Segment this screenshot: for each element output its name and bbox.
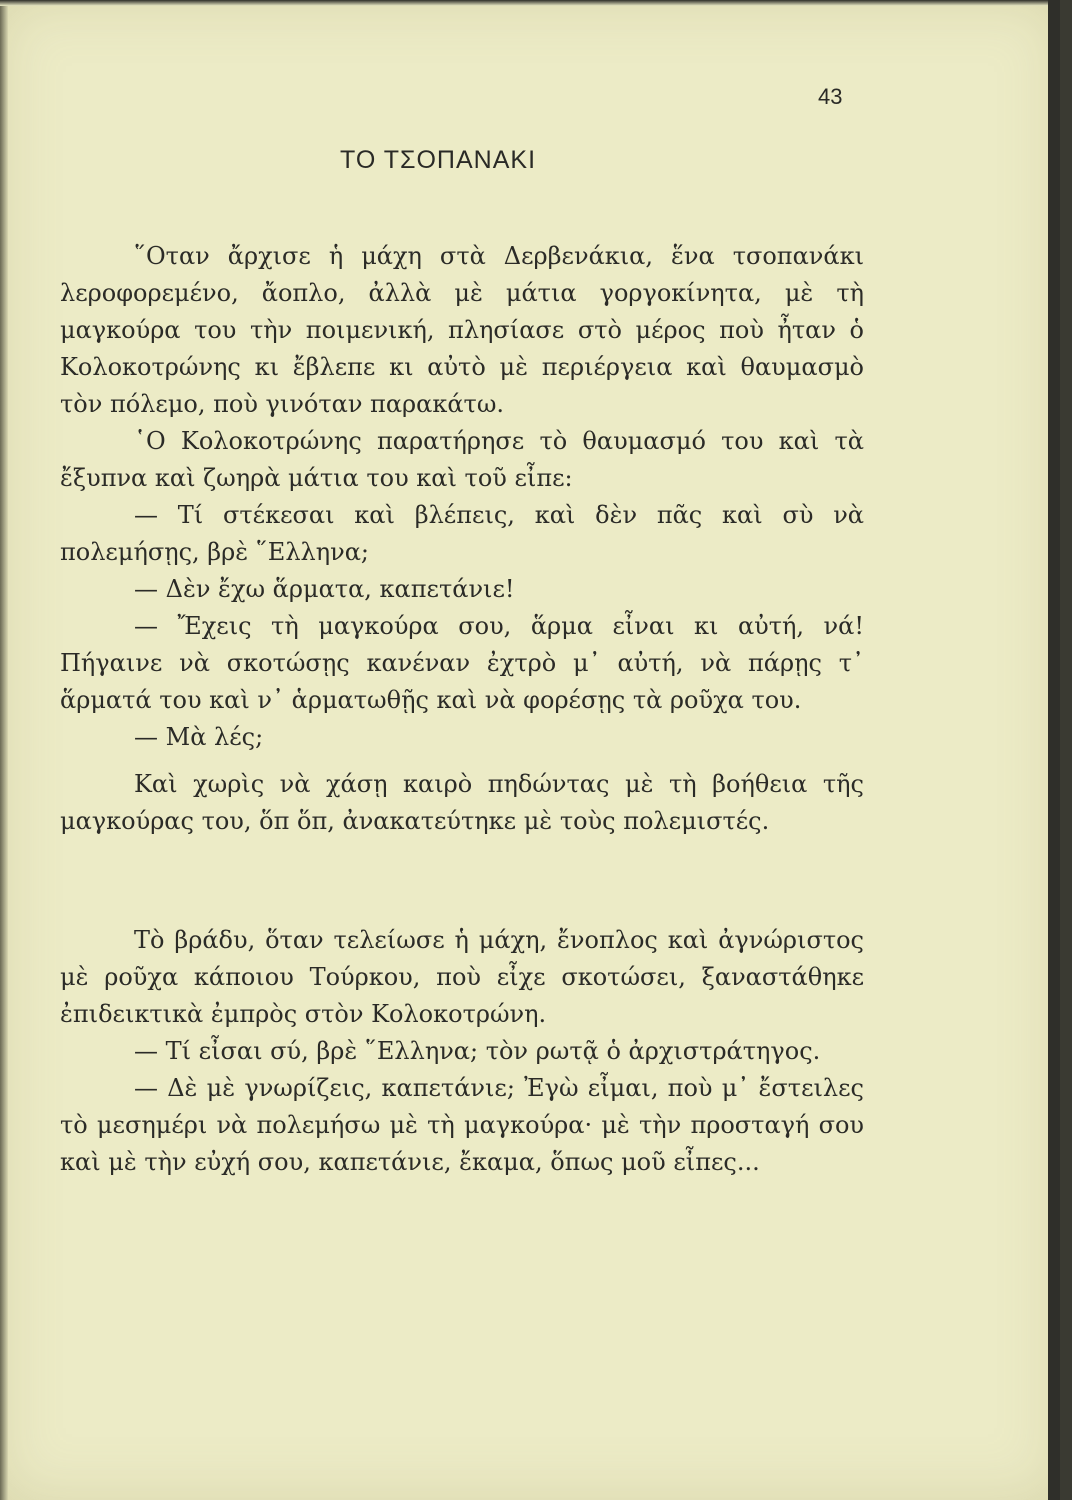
paragraph: — Δὲ μὲ γνωρίζεις, καπετάνιε; Ἐγὼ εἶμαι, ποὺ μ᾿ ἔστειλες τὸ μεσημέρι νὰ πολεμήσω μὲ τὴ μαγκούρα· μὲ τὴν προσταγή σου καὶ μὲ τὴν εὐχή σου, καπετάνιε, ἔκαμα, ὅπως μοῦ εἶπες... <box>60 1074 864 1176</box>
paragraph: ῞Οταν ἄρχισε ἡ μάχη στὰ Δερβενάκια, ἕνα τσοπανάκι λεροφορεμένο, ἄοπλο, ἀλλὰ μὲ μάτια γοργοκίνητα, μὲ τὴ μαγκούρα του τὴν ποιμενική, πλησίασε στὸ μέρος ποὺ ἦταν ὁ Κολοκοτρώνης κι ἔβλεπε κι αὐτὸ μὲ περιέργεια καὶ θαυμασμὸ τὸν πόλεμο, ποὺ γινόταν παρακάτω. <box>60 242 864 418</box>
paragraph: ῾Ο Κολοκοτρώνης παρατήρησε τὸ θαυμασμό του καὶ τὰ ἔξυπνα καὶ ζωηρὰ μάτια του καὶ τοῦ εἶπε: <box>60 427 864 492</box>
page-top-edge <box>0 0 1060 6</box>
paragraph: — Τί στέκεσαι καὶ βλέπεις, καὶ δὲν πᾶς καὶ σὺ νὰ πολεμήσῃς, βρὲ ῞Ελληνα; <box>60 501 864 566</box>
chapter-title: ΤΟ ΤΣΟΠΑΝΑΚΙ <box>340 146 537 174</box>
body-text <box>60 238 864 1181</box>
paragraph: — Τί εἶσαι σύ, βρὲ ῞Ελληνα; τὸν ρωτᾷ ὁ ἀρχιστράτηγος. <box>134 1037 821 1065</box>
paragraph: Καὶ χωρὶς νὰ χάσῃ καιρὸ πηδώντας μὲ τὴ βοήθεια τῆς μαγκούρας του, ὅπ ὅπ, ἀνακατεύτηκε μὲ τοὺς πολεμιστές. <box>60 770 864 835</box>
paragraph: — Μὰ λές; <box>134 723 264 751</box>
book-spine-shadow <box>0 0 8 1500</box>
paragraph: — Ἔχεις τὴ μαγκούρα σου, ἅρμα εἶναι κι αὐτή, νά! Πήγαινε νὰ σκοτώσῃς κανέναν ἐχτρὸ μ᾿ αὐτή, νὰ πάρῃς τ᾿ ἅρματά του καὶ ν᾿ ἁρματωθῇς καὶ νὰ φορέσῃς τὰ ροῦχα του. <box>60 612 864 714</box>
paragraph: — Δὲν ἔχω ἅρματα, καπετάνιε! <box>134 575 515 603</box>
page-right-edge <box>1048 0 1060 1500</box>
page-number: 43 <box>818 84 843 109</box>
paragraph: Τὸ βράδυ, ὅταν τελείωσε ἡ μάχη, ἔνοπλος καὶ ἀγνώριστος μὲ ροῦχα κάποιου Τούρκου, ποὺ εἶχε σκοτώσει, ξαναστάθηκε ἐπιδεικτικὰ ἐμπρὸς στὸν Κολοκοτρώνη. <box>60 926 864 1028</box>
